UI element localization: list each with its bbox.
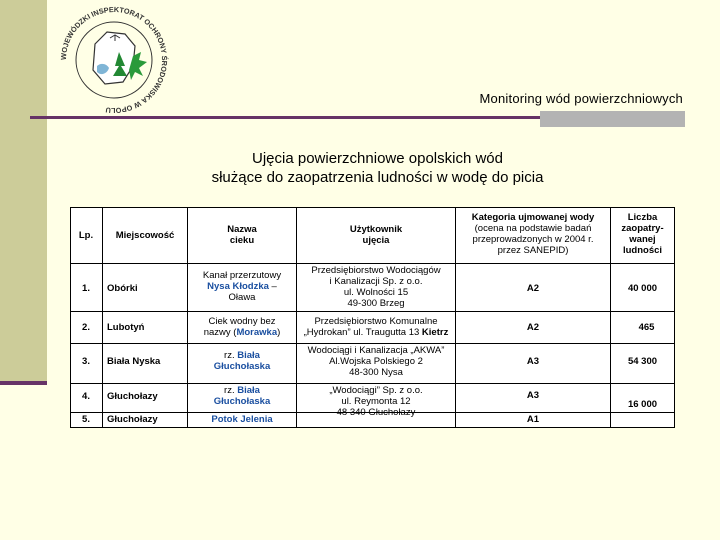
- header-uzytkownik-line: Użytkownik: [349, 224, 403, 235]
- header-miejscowosc: Miejscowość: [115, 230, 175, 241]
- table-rule: [70, 343, 675, 344]
- row3-uz-line: 48-300 Nysa: [349, 367, 403, 378]
- row2-kategoria: A2: [526, 322, 540, 333]
- header-nazwa-line: Nazwa: [227, 224, 257, 235]
- row4-nazwa-pre: rz.: [224, 385, 238, 396]
- row2-uz-street: „Hydrokan” ul. Traugutta 13: [303, 327, 420, 338]
- row4-liczba: 16 000: [627, 399, 658, 410]
- intakes-table: [70, 207, 675, 428]
- river-name: Biała: [237, 350, 260, 361]
- table-rule: [70, 383, 675, 384]
- row3-kategoria: A3: [526, 356, 540, 367]
- row1-uz-line: 49-300 Brzeg: [347, 298, 405, 309]
- row3-uz-line: Wodociągi i Kanalizacja „AKWA”: [307, 345, 445, 356]
- row4-uz-line: 48 340 Głuchołazy: [336, 407, 416, 418]
- header-subtitle: Monitoring wód powierzchniowych: [479, 91, 683, 106]
- row2-nazwa-line: Ciek wodny bez: [208, 316, 276, 327]
- row4-lp: 4.: [82, 391, 90, 402]
- row2-liczba: 465: [638, 322, 655, 333]
- row2-miejscowosc: Lubotyń: [107, 322, 145, 333]
- row2-uz-line: Przedsiębiorstwo Komunalne: [314, 316, 438, 327]
- header-kategoria-line: przez SANEPID): [497, 245, 569, 256]
- row1-kategoria: A2: [526, 283, 540, 294]
- row1-uz-line: i Kanalizacji Sp. z o.o.: [329, 276, 423, 287]
- row1-nazwa-dash: –: [268, 281, 277, 292]
- row1-uz-line: ul. Wolności 15: [343, 287, 409, 298]
- header-kategoria-line: (ocena na podstawie badań: [474, 223, 592, 234]
- row3-liczba: 54 300: [627, 356, 658, 367]
- row1-nazwa-line: [188, 281, 296, 292]
- row1-uzytkownik: [297, 265, 455, 309]
- header-uzytkownik: [297, 224, 455, 246]
- row1-lp: 1.: [82, 283, 90, 294]
- row2-nazwa: [188, 316, 296, 338]
- header-liczba-line: Liczba: [627, 212, 658, 223]
- row3-uzytkownik: [297, 345, 455, 378]
- row2-nazwa-pre: nazwy (: [203, 327, 237, 338]
- row1-nazwa-line: Oława: [228, 292, 256, 303]
- header-gray-block: [540, 111, 685, 127]
- header-uzytkownik-line: ujęcia: [362, 235, 390, 246]
- row3-nazwa-pre: rz.: [224, 350, 238, 361]
- header-liczba-line: wanej: [629, 234, 656, 245]
- row4-miejscowosc: Głuchołazy: [107, 391, 158, 402]
- header-liczba: [611, 212, 674, 256]
- row3-lp: 3.: [82, 356, 90, 367]
- river-name-2: Głuchołaska: [213, 396, 271, 407]
- river-name: Morawka: [236, 327, 278, 338]
- row5-miejscowosc: Głuchołazy: [107, 414, 158, 425]
- header-nazwa: [188, 224, 296, 246]
- header-kategoria: [456, 212, 610, 256]
- header-kategoria-line: Kategoria ujmowanej wody: [471, 212, 595, 223]
- row4-uzytkownik: [297, 385, 455, 418]
- row2-nazwa-line: [188, 327, 296, 338]
- row2-uz-town: Kietrz: [419, 327, 449, 338]
- left-decor-bar: [0, 0, 47, 383]
- row2-lp: 2.: [82, 322, 90, 333]
- row2-uzytkownik: [297, 316, 455, 338]
- row5-kategoria: A1: [526, 414, 540, 425]
- row5-nazwa: Potok Jelenia: [211, 414, 273, 425]
- row1-liczba: 40 000: [627, 283, 658, 294]
- row4-uz-line: „Wodociągi” Sp. z o.o.: [329, 385, 423, 396]
- row2-nazwa-post: ): [277, 327, 281, 338]
- table-col-rule: [674, 207, 675, 428]
- row4-nazwa: [188, 385, 296, 407]
- row5-lp: 5.: [82, 414, 90, 425]
- table-rule: [70, 311, 675, 312]
- page-title-line-2: służące do zaopatrzenia ludności w wodę do picia: [211, 169, 544, 186]
- river-name-2: Głuchołaska: [213, 361, 271, 372]
- table-rule: [70, 263, 675, 264]
- row4-uz-line: ul. Reymonta 12: [341, 396, 411, 407]
- left-decor-line: [0, 381, 47, 385]
- row1-nazwa-line: Kanał przerzutowy: [202, 270, 282, 281]
- row1-uz-line: Przedsiębiorstwo Wodociągów: [311, 265, 441, 276]
- row4-nazwa-line: [188, 385, 296, 396]
- row2-uz-line: [297, 327, 455, 338]
- logo-ring-text: WOJEWÓDZKI INSPEKTORAT OCHRONY ŚRODOWISKA W OPOLU: [58, 4, 170, 116]
- row3-nazwa: [188, 350, 296, 372]
- page-title-line-1: Ujęcia powierzchniowe opolskich wód: [252, 150, 503, 167]
- row4-kategoria: A3: [526, 390, 540, 401]
- row1-miejscowosc: Obórki: [107, 283, 138, 294]
- row3-miejscowosc: Biała Nyska: [107, 356, 161, 367]
- row1-nazwa: [188, 270, 296, 303]
- river-name: Nysa Kłodzka: [207, 281, 269, 292]
- table-rule: [70, 207, 675, 208]
- header-liczba-line: ludności: [622, 245, 663, 256]
- header-lp: Lp.: [78, 230, 94, 241]
- table-rule: [70, 427, 675, 428]
- row3-uz-line: Al.Wojska Polskiego 2: [329, 356, 423, 367]
- wios-logo: [55, 4, 173, 116]
- header-liczba-line: zaopatry-: [621, 223, 664, 234]
- row3-nazwa-line: [188, 350, 296, 361]
- river-name: Biała: [237, 385, 260, 396]
- header-kategoria-line: przeprowadzonych w 2004 r.: [472, 234, 594, 245]
- header-nazwa-line: cieku: [229, 235, 255, 246]
